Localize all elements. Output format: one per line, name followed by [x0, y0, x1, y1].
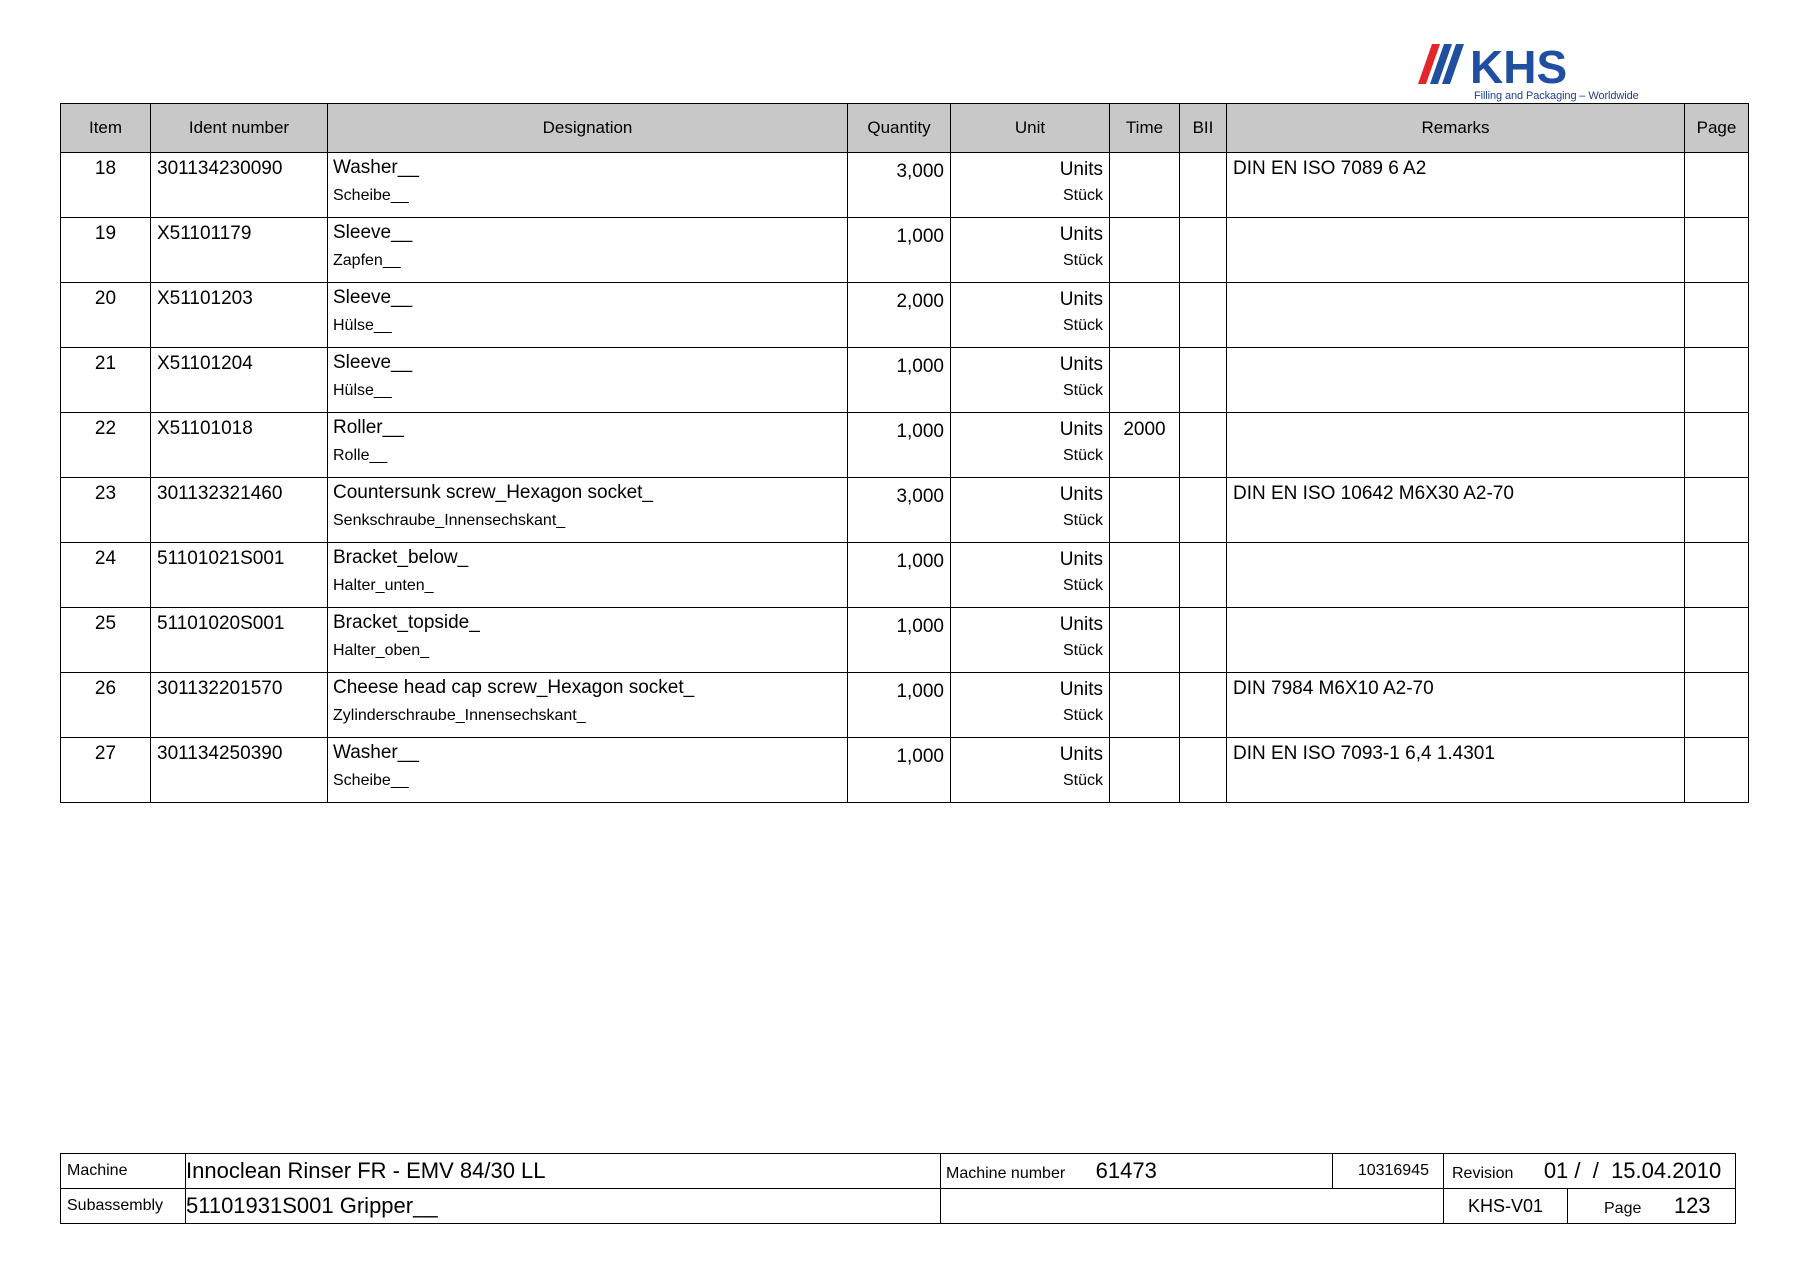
bii-cell	[1180, 413, 1227, 478]
title-block	[60, 1153, 1736, 1224]
time-cell	[1110, 608, 1180, 673]
quantity-cell: 1,000	[848, 218, 951, 283]
header-ident-number: Ident number	[151, 104, 328, 153]
time-cell	[1110, 218, 1180, 283]
item-cell: 23	[61, 478, 151, 543]
khs-logo	[1418, 40, 1639, 104]
designation-cell	[328, 478, 848, 543]
designation-english: Bracket_topside_	[333, 612, 480, 633]
unit-cell	[951, 478, 1110, 543]
remarks-cell: DIN EN ISO 10642 M6X30 A2-70	[1227, 478, 1685, 543]
remarks-cell	[1227, 413, 1685, 478]
table-row	[61, 348, 1749, 413]
empty-cell	[941, 1189, 1444, 1224]
item-cell: 24	[61, 543, 151, 608]
logo-text: KHS	[1470, 41, 1568, 90]
table-row	[61, 478, 1749, 543]
table-row	[61, 673, 1749, 738]
table-row	[61, 608, 1749, 673]
page-ref-cell	[1685, 543, 1749, 608]
unit-german: Stück	[1062, 707, 1103, 724]
quantity-cell: 1,000	[848, 543, 951, 608]
page-ref-cell	[1685, 673, 1749, 738]
time-cell	[1110, 478, 1180, 543]
bii-cell	[1180, 608, 1227, 673]
quantity-cell: 1,000	[848, 673, 951, 738]
page-ref-cell	[1685, 218, 1749, 283]
unit-german: Stück	[1062, 187, 1103, 204]
remarks-cell	[1227, 218, 1685, 283]
designation-cell	[328, 543, 848, 608]
time-cell	[1110, 283, 1180, 348]
quantity-cell: 1,000	[848, 413, 951, 478]
time-cell	[1110, 673, 1180, 738]
unit-cell	[951, 608, 1110, 673]
time-cell	[1110, 348, 1180, 413]
page-ref-cell	[1685, 153, 1749, 218]
designation-german: Senkschraube_Innensechskant_	[333, 512, 566, 529]
revision-label: Revision	[1452, 1165, 1514, 1182]
designation-german: Hülse__	[333, 317, 392, 334]
unit-english: Units	[1059, 484, 1103, 505]
designation-german: Halter_oben_	[333, 642, 430, 659]
unit-cell	[951, 673, 1110, 738]
unit-english: Units	[1059, 419, 1103, 440]
designation-cell	[328, 218, 848, 283]
designation-cell	[328, 738, 848, 803]
ident-number-cell: X51101204	[151, 348, 328, 413]
unit-cell	[951, 738, 1110, 803]
header-page: Page	[1685, 104, 1749, 153]
designation-german: Zylinderschraube_Innensechskant_	[333, 707, 586, 724]
designation-english: Washer__	[333, 742, 419, 763]
bii-cell	[1180, 218, 1227, 283]
unit-german: Stück	[1062, 577, 1103, 594]
item-cell: 22	[61, 413, 151, 478]
designation-cell	[328, 413, 848, 478]
subassembly-label: Subassembly	[61, 1189, 186, 1224]
item-cell: 19	[61, 218, 151, 283]
designation-english: Sleeve__	[333, 287, 413, 308]
machine-number-value: 61473	[1095, 1158, 1157, 1183]
remarks-cell	[1227, 283, 1685, 348]
ident-number-cell: 51101021S001	[151, 543, 328, 608]
logo-tagline: Filling and Packaging – Worldwide	[1474, 90, 1639, 102]
designation-german: Halter_unten_	[333, 577, 434, 594]
subassembly-value: 51101931S001 Gripper__	[186, 1189, 941, 1224]
page-value: 123	[1673, 1193, 1711, 1218]
ident-number-cell: X51101018	[151, 413, 328, 478]
designation-german: Rolle__	[333, 447, 388, 464]
bii-cell	[1180, 673, 1227, 738]
header-item: Item	[61, 104, 151, 153]
remarks-cell	[1227, 608, 1685, 673]
table-row	[61, 153, 1749, 218]
unit-english: Units	[1059, 744, 1103, 765]
ident-number-cell: 51101020S001	[151, 608, 328, 673]
remarks-cell	[1227, 543, 1685, 608]
order-number: 10316945	[1333, 1154, 1444, 1189]
designation-english: Sleeve__	[333, 352, 413, 373]
unit-german: Stück	[1062, 382, 1103, 399]
designation-english: Washer__	[333, 157, 419, 178]
header-designation: Designation	[328, 104, 848, 153]
unit-cell	[951, 283, 1110, 348]
unit-cell	[951, 543, 1110, 608]
designation-english: Roller__	[333, 417, 404, 438]
header-bii: BII	[1180, 104, 1227, 153]
machine-value: Innoclean Rinser FR - EMV 84/30 LL	[186, 1154, 941, 1189]
header-remarks: Remarks	[1227, 104, 1685, 153]
page-label: Page	[1604, 1200, 1642, 1217]
bii-cell	[1180, 738, 1227, 803]
designation-german: Scheibe__	[333, 187, 409, 204]
table-row	[61, 738, 1749, 803]
header-time: Time	[1110, 104, 1180, 153]
quantity-cell: 1,000	[848, 348, 951, 413]
unit-english: Units	[1059, 679, 1103, 700]
header-unit: Unit	[951, 104, 1110, 153]
quantity-cell: 3,000	[848, 478, 951, 543]
ident-number-cell: X51101203	[151, 283, 328, 348]
remarks-cell: DIN EN ISO 7089 6 A2	[1227, 153, 1685, 218]
designation-cell	[328, 673, 848, 738]
khs-logo-mark	[1418, 40, 1628, 90]
machine-number-cell	[941, 1154, 1333, 1189]
designation-english: Countersunk screw_Hexagon socket_	[333, 482, 654, 503]
unit-english: Units	[1059, 159, 1103, 180]
unit-german: Stück	[1062, 317, 1103, 334]
quantity-cell: 2,000	[848, 283, 951, 348]
bii-cell	[1180, 478, 1227, 543]
designation-english: Cheese head cap screw_Hexagon socket_	[333, 677, 695, 698]
time-cell: 2000	[1110, 413, 1180, 478]
unit-english: Units	[1059, 549, 1103, 570]
unit-english: Units	[1059, 614, 1103, 635]
unit-german: Stück	[1062, 512, 1103, 529]
designation-cell	[328, 608, 848, 673]
item-cell: 21	[61, 348, 151, 413]
table-row	[61, 413, 1749, 478]
remarks-cell: DIN 7984 M6X10 A2-70	[1227, 673, 1685, 738]
unit-german: Stück	[1062, 772, 1103, 789]
page-ref-cell	[1685, 348, 1749, 413]
unit-german: Stück	[1062, 447, 1103, 464]
designation-german: Hülse__	[333, 382, 392, 399]
bii-cell	[1180, 153, 1227, 218]
designation-english: Bracket_below_	[333, 547, 469, 568]
ident-number-cell: 301134230090	[151, 153, 328, 218]
designation-cell	[328, 348, 848, 413]
designation-cell	[328, 283, 848, 348]
designation-german: Zapfen__	[333, 252, 401, 269]
unit-cell	[951, 413, 1110, 478]
page-ref-cell	[1685, 608, 1749, 673]
page-ref-cell	[1685, 413, 1749, 478]
ident-number-cell: 301132321460	[151, 478, 328, 543]
table-row	[61, 218, 1749, 283]
designation-english: Sleeve__	[333, 222, 413, 243]
header-quantity: Quantity	[848, 104, 951, 153]
quantity-cell: 1,000	[848, 608, 951, 673]
unit-german: Stück	[1062, 252, 1103, 269]
revision-value: 01 / / 15.04.2010	[1543, 1158, 1722, 1183]
item-cell: 25	[61, 608, 151, 673]
unit-english: Units	[1059, 224, 1103, 245]
revision-cell	[1444, 1154, 1736, 1189]
designation-cell	[328, 153, 848, 218]
bii-cell	[1180, 283, 1227, 348]
bii-cell	[1180, 543, 1227, 608]
time-cell	[1110, 153, 1180, 218]
quantity-cell: 1,000	[848, 738, 951, 803]
table-row	[61, 283, 1749, 348]
page-ref-cell	[1685, 283, 1749, 348]
parts-table	[60, 103, 1749, 803]
remarks-cell	[1227, 348, 1685, 413]
page-ref-cell	[1685, 478, 1749, 543]
unit-cell	[951, 153, 1110, 218]
ident-number-cell: 301134250390	[151, 738, 328, 803]
item-cell: 26	[61, 673, 151, 738]
unit-cell	[951, 218, 1110, 283]
page-ref-cell	[1685, 738, 1749, 803]
item-cell: 20	[61, 283, 151, 348]
unit-german: Stück	[1062, 642, 1103, 659]
unit-english: Units	[1059, 354, 1103, 375]
machine-number-label: Machine number	[946, 1165, 1066, 1182]
page-cell	[1568, 1189, 1736, 1224]
bii-cell	[1180, 348, 1227, 413]
unit-cell	[951, 348, 1110, 413]
quantity-cell: 3,000	[848, 153, 951, 218]
table-row	[61, 543, 1749, 608]
time-cell	[1110, 738, 1180, 803]
designation-german: Scheibe__	[333, 772, 409, 789]
item-cell: 27	[61, 738, 151, 803]
parts-table-body	[61, 153, 1749, 803]
template-code: KHS-V01	[1444, 1189, 1568, 1224]
item-cell: 18	[61, 153, 151, 218]
time-cell	[1110, 543, 1180, 608]
unit-english: Units	[1059, 289, 1103, 310]
table-header-row	[61, 104, 1749, 153]
remarks-cell: DIN EN ISO 7093-1 6,4 1.4301	[1227, 738, 1685, 803]
ident-number-cell: X51101179	[151, 218, 328, 283]
machine-label: Machine	[61, 1154, 186, 1189]
ident-number-cell: 301132201570	[151, 673, 328, 738]
